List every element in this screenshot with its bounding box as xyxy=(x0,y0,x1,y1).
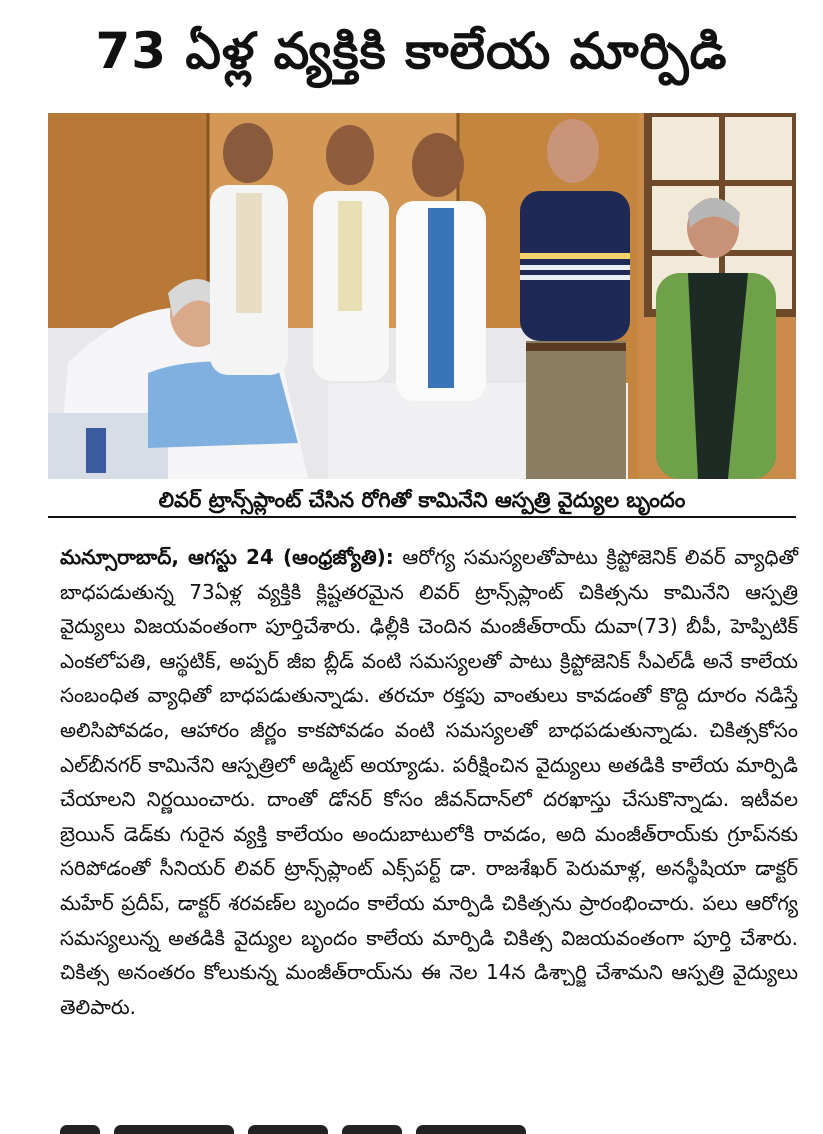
news-photo xyxy=(48,113,796,479)
photo-caption: లివర్ ట్రాన్స్‌ప్లాంట్ చేసిన రోగితో కామినేని ఆస్పత్రి వైద్యుల బృందం xyxy=(48,482,796,518)
headline: 73 ఏళ్ల వ్యక్తికి కాలేయ మార్పిడి xyxy=(95,22,728,80)
next-article-cutoff xyxy=(60,1124,800,1134)
article-body xyxy=(60,540,798,1024)
article-text: ఆరోగ్య సమస్యలతోపాటు క్రిప్టోజెనిక్ లివర్ వ్యాధితో బాధపడుతున్న 73ఏళ్ల వ్యక్తికి క్లిష్టతరమైన లివర్ ట్రాన్స్‌ప్లాంట్ చికిత్సను కామినేని ఆస్పత్రి వైద్యులు విజయవంతంగా పూర్తిచేశారు. ఢిల్లీకి చెందిన మంజీత్‌రాయ్ దువా(73) బీపీ, హెప్పిటిక్ ఎంకలోపతి, ఆస్థటిక్, అప్పర్ జీఐ బ్లీడ్ వంటి సమస్యలతో పాటు క్రిప్టోజెనిక్ సీఎల్‌డీ అనే కాలేయ సంబంధిత వ్యాధితో బాధపడుతున్నాడు. తరచూ రక్తపు వాంతులు కావడంతో కొద్ది దూరం నడిస్తే అలిసిపోవడం, ఆహారం జీర్ణం కాకపోవడం వంటి సమస్యలతో బాధపడుతున్నాడు. చికిత్సకోసం ఎల్‌బీనగర్ కామినేని ఆస్పత్రిలో అడ్మిట్ అయ్యాడు. పరీక్షించిన వైద్యులు అతడికి కాలేయ మార్పిడి చేయాలని నిర్ణయించారు. దాంతో డోనర్ కోసం జీవన్‌దాన్‌లో దరఖాస్తు చేసుకొన్నాడు. ఇటీవల బ్రెయిన్ డెడ్‌కు గురైన వ్యక్తి కాలేయం అందుబాటులోకి రావడం, అది మంజీత్‌రాయ్‌కు గ్రూప్‌నకు సరిపోడంతో సీనియర్ లివర్ ట్రాన్స్‌ప్లాంట్ ఎక్స్‌పర్ట్ డా. రాజశేఖర్ పెరుమాళ్ల, అనస్థీషియా డాక్టర్ మహేర్ ప్రదీప్, డాక్టర్ శరవణ్‌ల బృందం కాలేయ మార్పిడి చికిత్సను ప్రారంభించారు. పలు ఆరోగ్య సమస్యలున్న అతడికి వైద్యుల బృందం కాలేయ మార్పిడి చికిత్స విజయవంతంగా పూర్తి చేశారు. చికిత్స అనంతరం కోలుకున్న మంజీత్‌రాయ్‌ను ఈ నెల 14న డిశ్చార్జి చేశామని ఆస్పత్రి వైద్యులు తెలిపారు. xyxy=(60,545,799,1019)
dateline: మన్సూరాబాద్, ఆగస్టు 24 (ఆంధ్రజ్యోతి): xyxy=(60,545,394,569)
